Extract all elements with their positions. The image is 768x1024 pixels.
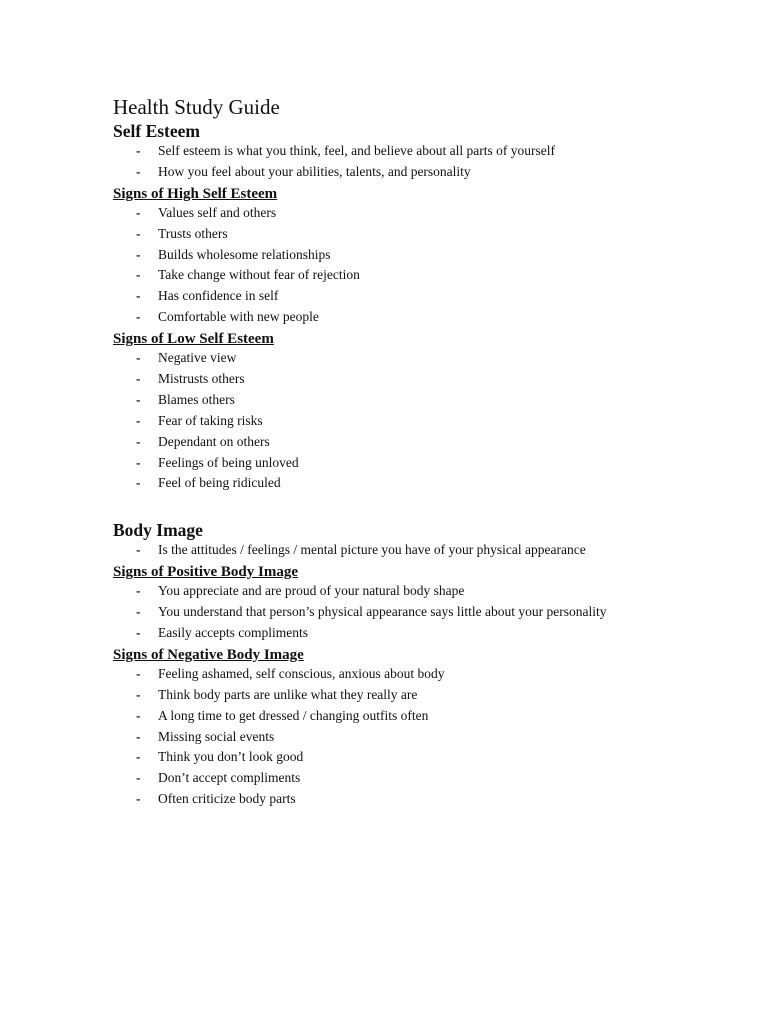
list-positive-body-image [113, 582, 733, 641]
list-item-text: Values self and others [158, 204, 277, 220]
bullet-dash: - [136, 583, 141, 599]
list-item-text: Feeling ashamed, self conscious, anxious about body [158, 665, 445, 681]
list-item [113, 433, 733, 451]
list-item-text: Blames others [158, 391, 235, 407]
list-negative-body-image [113, 665, 733, 808]
list-item-text: Is the attitudes / feelings / mental picture you have of your physical appearance [158, 542, 586, 558]
list-item [113, 624, 733, 642]
list-item-text: Negative view [158, 350, 237, 366]
list-item-text: Has confidence in self [158, 288, 279, 304]
list-item-text: Mistrusts others [158, 371, 245, 387]
list-item-text: Self esteem is what you think, feel, and believe about all parts of yourself [158, 143, 556, 158]
list-item-text: Think you don’t look good [158, 749, 304, 765]
list-item [113, 541, 733, 559]
bullet-dash: - [136, 604, 141, 620]
bullet-dash: - [136, 350, 141, 366]
bullet-dash: - [136, 288, 141, 304]
bullet-dash: - [136, 728, 141, 744]
bullet-dash: - [136, 267, 141, 283]
list-item [113, 748, 733, 766]
bullet-dash: - [136, 749, 141, 765]
list-item-text: Feel of being ridiculed [158, 475, 281, 491]
list-item-text: Don’t accept compliments [158, 770, 301, 786]
list-low-self-esteem [113, 349, 733, 492]
list-item [113, 686, 733, 704]
list-item [113, 370, 733, 388]
heading-self-esteem: Self Esteem [113, 121, 200, 141]
list-item [113, 728, 733, 746]
list-item-text: Fear of taking risks [158, 412, 263, 428]
bullet-dash: - [136, 246, 141, 262]
bullet-dash: - [136, 454, 141, 470]
list-item-text: Missing social events [158, 728, 275, 744]
list-item-text: Comfortable with new people [158, 309, 319, 325]
list-item [113, 266, 733, 284]
heading-high-self-esteem: Signs of High Self Esteem [113, 185, 278, 202]
list-item [113, 665, 733, 683]
document-page [113, 94, 733, 811]
list-item [113, 287, 733, 305]
list-item [113, 349, 733, 367]
bullet-dash: - [136, 475, 141, 491]
list-high-self-esteem [113, 204, 733, 326]
heading-body-image: Body Image [113, 520, 203, 541]
list-self-esteem [113, 142, 733, 180]
list-item [113, 707, 733, 725]
bullet-dash: - [136, 143, 141, 158]
bullet-dash: - [136, 770, 141, 786]
bullet-dash: - [136, 686, 141, 702]
list-item [113, 474, 733, 492]
bullet-dash: - [136, 412, 141, 428]
bullet-dash: - [136, 542, 141, 558]
list-item-text: You understand that person’s physical appearance says little about your personality [158, 604, 607, 620]
list-item [113, 790, 733, 808]
list-item-text: Often criticize body parts [158, 791, 296, 807]
list-item-text: Take change without fear of rejection [158, 267, 360, 283]
list-item [113, 142, 733, 160]
list-item-text: Feelings of being unloved [158, 454, 299, 470]
heading-positive-body-image: Signs of Positive Body Image [113, 564, 299, 581]
list-item-text: Dependant on others [158, 433, 270, 449]
bullet-dash: - [136, 225, 141, 241]
bullet-dash: - [136, 371, 141, 387]
list-item [113, 225, 733, 243]
list-item [113, 769, 733, 787]
list-item [113, 412, 733, 430]
bullet-dash: - [136, 204, 141, 220]
list-item [113, 454, 733, 472]
list-item [113, 308, 733, 326]
bullet-dash: - [136, 665, 141, 681]
section-spacer [113, 495, 733, 519]
bullet-dash: - [136, 625, 141, 641]
bullet-dash: - [136, 391, 141, 407]
bullet-dash: - [136, 309, 141, 325]
heading-negative-body-image: Signs of Negative Body Image [113, 646, 304, 663]
list-item-text: Builds wholesome relationships [158, 246, 331, 262]
heading-low-self-esteem: Signs of Low Self Esteem [113, 331, 274, 348]
bullet-dash: - [136, 791, 141, 807]
bullet-dash: - [136, 433, 141, 449]
list-item-text: How you feel about your abilities, talents, and personality [158, 163, 471, 179]
list-body-image [113, 541, 733, 559]
list-item-text: A long time to get dressed / changing outfits often [158, 707, 429, 723]
document-title: Health Study Guide [113, 95, 280, 119]
list-item [113, 603, 733, 621]
bullet-dash: - [136, 707, 141, 723]
list-item-text: You appreciate and are proud of your natural body shape [158, 583, 465, 599]
list-item-text: Easily accepts compliments [158, 625, 308, 641]
bullet-dash: - [136, 163, 141, 179]
list-item [113, 391, 733, 409]
list-item [113, 163, 733, 181]
list-item [113, 246, 733, 264]
list-item-text: Trusts others [158, 225, 228, 241]
list-item-text: Think body parts are unlike what they really are [158, 686, 418, 702]
list-item [113, 204, 733, 222]
list-item [113, 582, 733, 600]
